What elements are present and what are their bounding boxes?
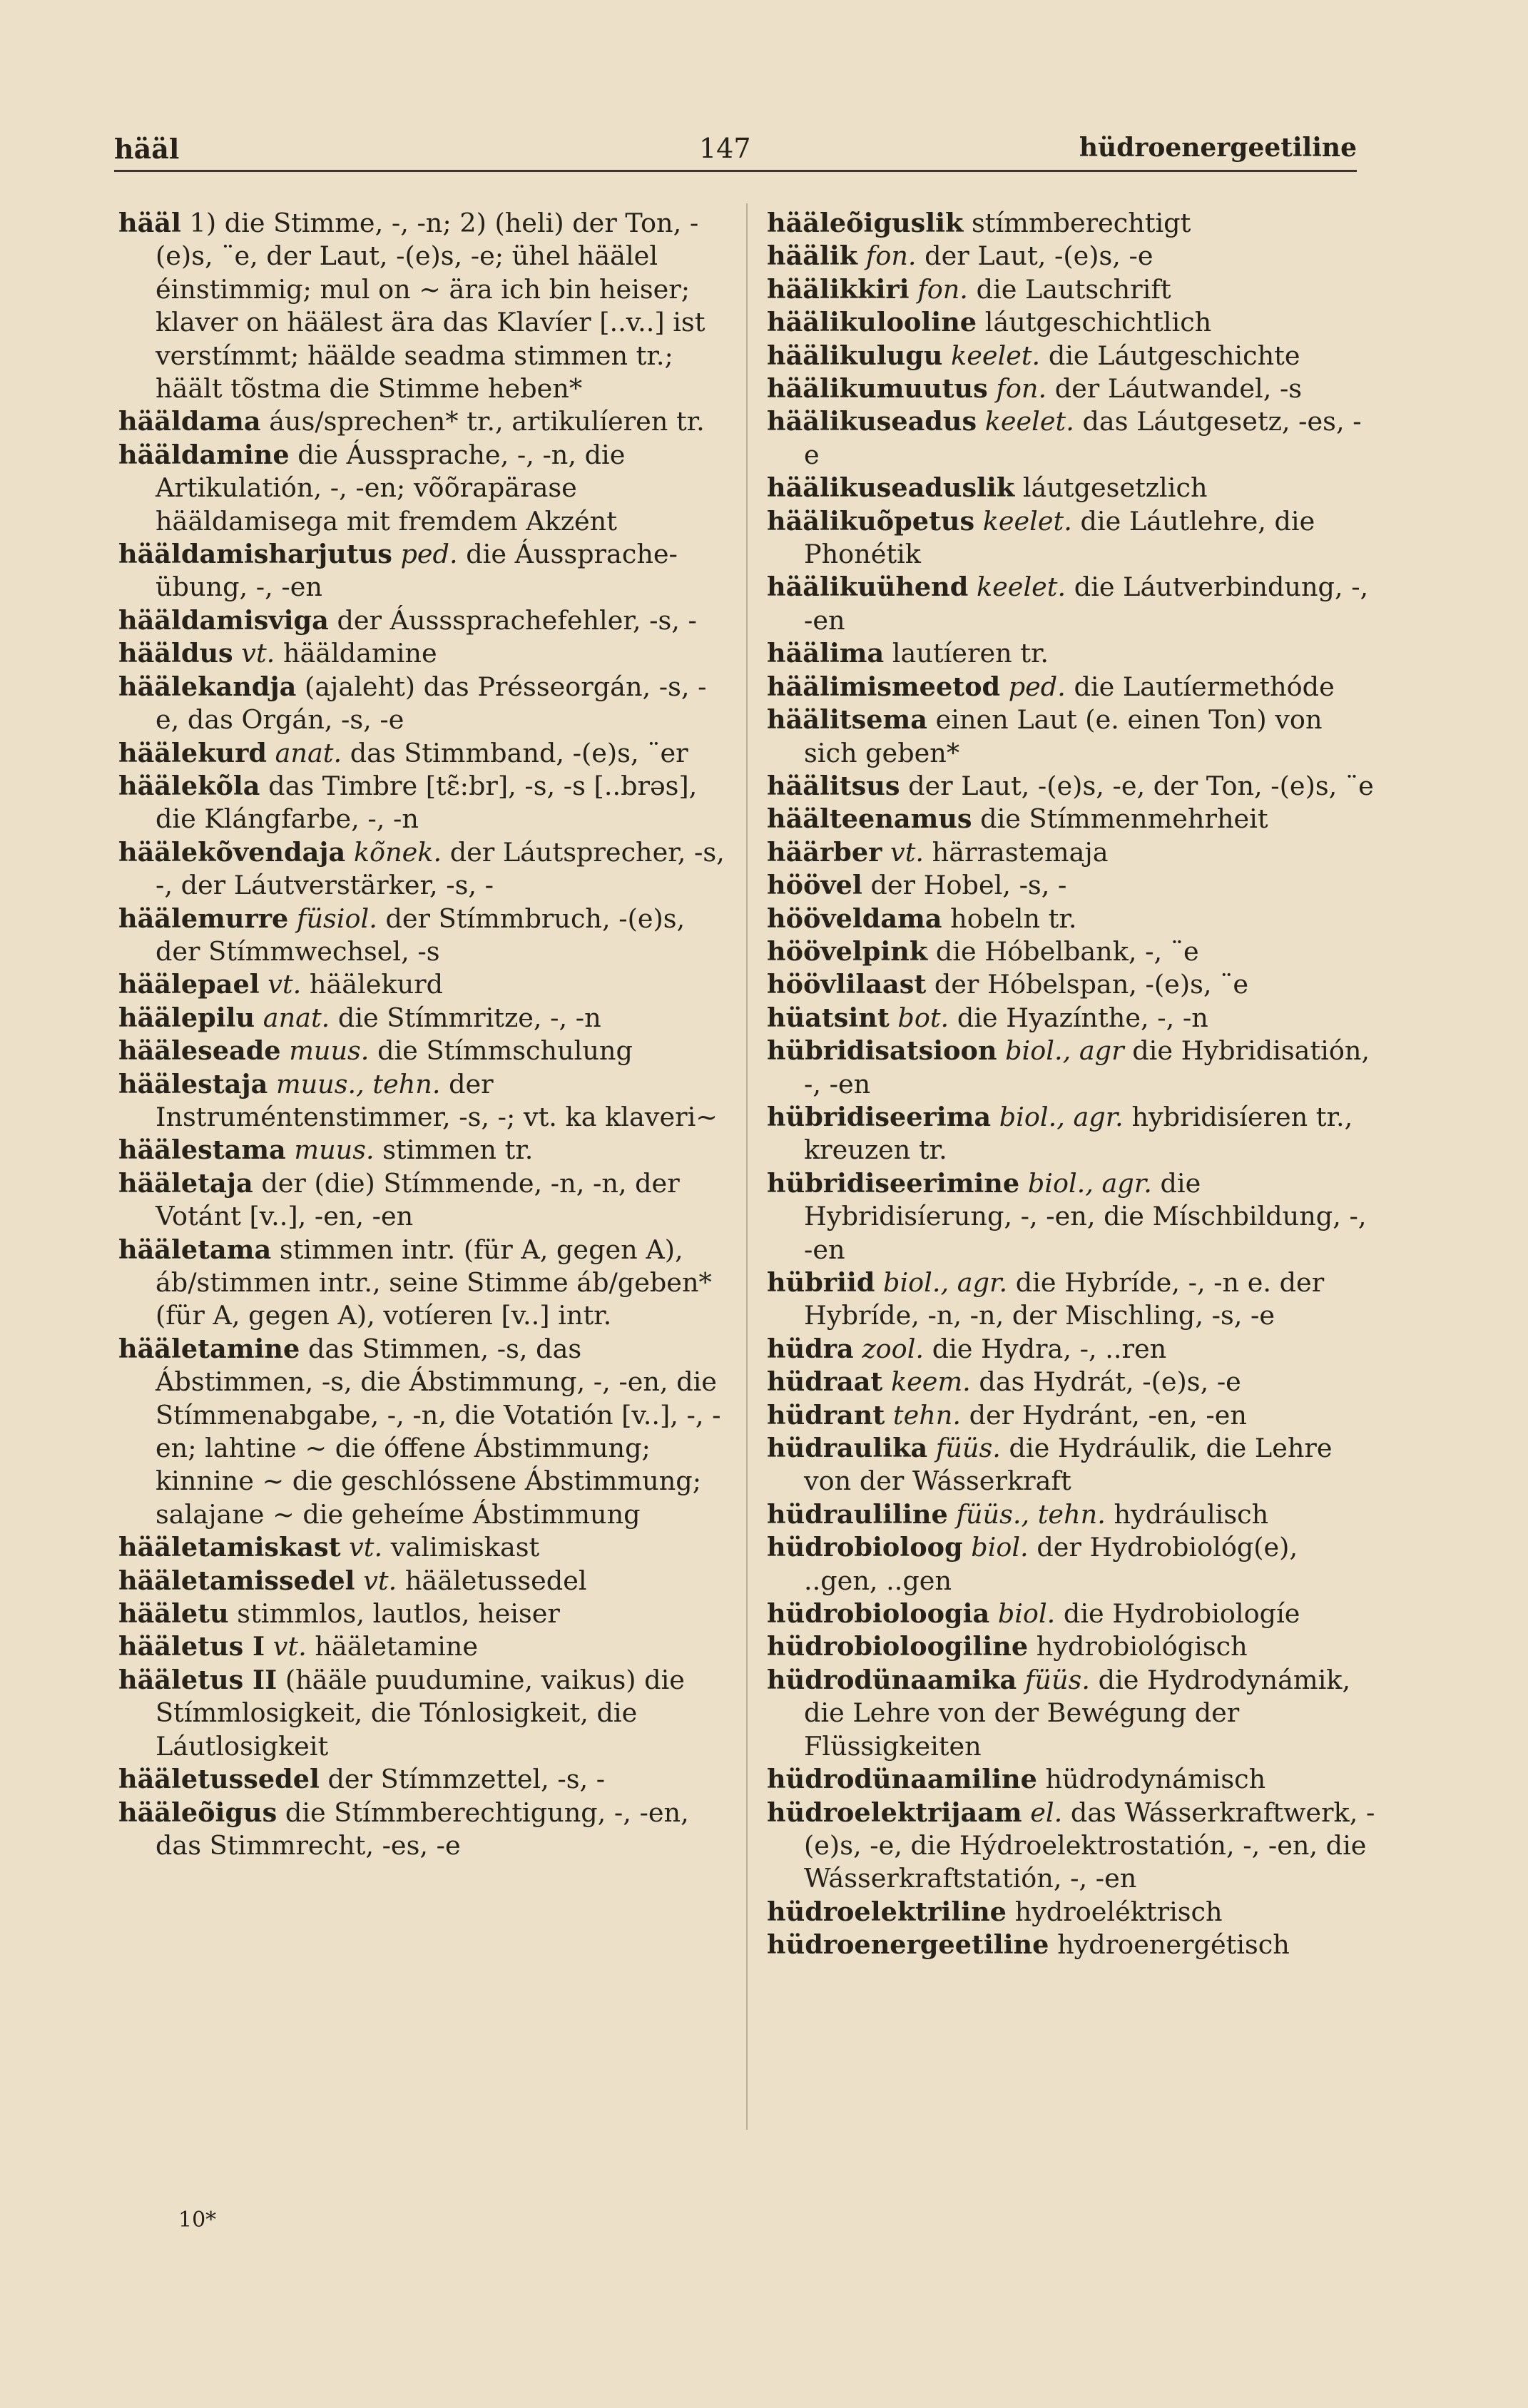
definition: hydrobiológisch	[1036, 1631, 1248, 1662]
headword: häälimismeetod	[767, 671, 1001, 702]
usage-label: keem.	[890, 1366, 971, 1398]
definition: der Laut, -(e)s, -e, der Ton, -(e)s, ¨e	[908, 770, 1374, 801]
definition: die Áussprache-übung, -, -en	[156, 539, 678, 603]
dictionary-entry	[767, 803, 1377, 835]
headword: häälepilu	[118, 1002, 255, 1033]
definition: valimiskast	[390, 1532, 540, 1563]
dictionary-entry	[767, 405, 1377, 472]
definition: die Stímmritze, -, -n	[337, 1002, 601, 1033]
definition: die Hyazínthe, -, -n	[957, 1002, 1208, 1033]
definition: die Hybridisatión, -, -en	[804, 1035, 1370, 1099]
dictionary-entry	[767, 703, 1377, 770]
dictionary-entry	[118, 1002, 728, 1035]
definition: der (die) Stímmende, -n, -n, der Votánt [v..], -en, -en	[156, 1167, 680, 1232]
headword: hüdroenergeetiline	[767, 1929, 1049, 1961]
usage-label: füüs., tehn.	[956, 1498, 1106, 1530]
usage-label: biol., agr	[1005, 1035, 1124, 1067]
headword: hüdroelektriline	[767, 1896, 1007, 1927]
definition: hydroenergétisch	[1057, 1929, 1290, 1961]
dictionary-entry	[767, 968, 1377, 1001]
usage-label: vt.	[241, 638, 275, 669]
dictionary-entry	[118, 737, 728, 770]
usage-label: vt.	[349, 1532, 383, 1563]
headword: häälikulooline	[767, 307, 977, 338]
dictionary-entry	[118, 770, 728, 836]
usage-label: tehn.	[892, 1399, 961, 1431]
definition: die Hybridisíerung, -, -en, die Míschbildung, -, -en	[804, 1167, 1367, 1265]
definition: stímmberechtigt	[972, 208, 1191, 238]
definition: (hääle puudumine, vaikus) die Stímmlosigkeit, die Tónlosigkeit, die Láutlosigkeit	[156, 1664, 685, 1762]
definition: hydráulisch	[1114, 1498, 1269, 1530]
headword: hääldamisharjutus	[118, 539, 392, 570]
headword: höövlilaast	[767, 969, 927, 1000]
headword: höövel	[767, 870, 862, 901]
headword: häälitsus	[767, 770, 900, 801]
dictionary-entry	[767, 1366, 1377, 1398]
left-column	[118, 207, 728, 1862]
headword: hääleseade	[118, 1035, 281, 1067]
headword: hüdrant	[767, 1399, 885, 1431]
definition: der Láutwandel, -s	[1054, 373, 1303, 405]
headword: hääldus	[118, 638, 233, 669]
definition: die Hóbelbank, -, ¨e	[935, 935, 1199, 967]
dictionary-entry	[767, 1035, 1377, 1101]
headword: hääletamine	[118, 1333, 300, 1364]
definition: hobeln tr.	[950, 903, 1077, 934]
dictionary-entry	[767, 836, 1377, 869]
dictionary-entry	[118, 1797, 728, 1863]
headword: häälestama	[118, 1134, 286, 1166]
definition: hääletussedel	[404, 1565, 587, 1596]
definition: die Hydrobiologíe	[1063, 1598, 1300, 1630]
headword: häälikumuutus	[767, 373, 988, 405]
dictionary-entry	[118, 1597, 728, 1630]
dictionary-entry	[767, 1630, 1377, 1663]
definition: das Hydrát, -(e)s, -e	[979, 1366, 1241, 1398]
usage-label: vt.	[890, 836, 925, 868]
dictionary-entry	[767, 935, 1377, 968]
definition: hääldamine	[282, 638, 437, 669]
dictionary-entry	[118, 1664, 728, 1763]
definition: der Hydrobiológ(e), ..gen, ..gen	[804, 1532, 1298, 1596]
dictionary-entry	[767, 1763, 1377, 1796]
usage-label: biol.	[997, 1598, 1056, 1630]
definition: das Wásserkraftwerk, -(e)s, -e, die Hýdroelektrostatión, -, -en, die Wásserkraftstatión, -, -en	[804, 1797, 1375, 1894]
definition: die Hybríde, -, -n e. der Hybríde, -n, -n, der Mischling, -s, -e	[804, 1267, 1325, 1331]
headword: häälekõla	[118, 770, 260, 801]
dictionary-entry	[767, 1002, 1377, 1035]
headword: hääletu	[118, 1598, 229, 1630]
signature-mark: 10*	[178, 2208, 217, 2232]
headword: häälekõvendaja	[118, 836, 346, 868]
headword: häälepael	[118, 969, 260, 1000]
usage-label: kõnek.	[353, 836, 442, 868]
usage-label: vt.	[268, 969, 302, 1000]
usage-label: anat.	[275, 737, 342, 768]
dictionary-entry	[767, 571, 1377, 637]
headword: hüdrodünaamika	[767, 1664, 1017, 1695]
dictionary-entry	[118, 207, 728, 405]
dictionary-entry	[767, 1531, 1377, 1597]
headword: hüdrobioloogiline	[767, 1631, 1029, 1662]
running-header	[114, 127, 1357, 172]
usage-label: keelet.	[951, 340, 1041, 371]
definition: áus/sprechen* tr., artikulíeren tr.	[269, 406, 705, 437]
dictionary-entry	[118, 1630, 728, 1663]
dictionary-entry	[767, 1266, 1377, 1333]
headword: hääletus II	[118, 1664, 277, 1695]
usage-label: el.	[1030, 1797, 1063, 1828]
headword: hüdra	[767, 1333, 854, 1364]
dictionary-entry	[767, 1498, 1377, 1531]
dictionary-entry	[118, 1333, 728, 1531]
dictionary-entry	[118, 1565, 728, 1597]
definition: der Stímmbruch, -(e)s, der Stímmwechsel, -s	[156, 903, 686, 967]
dictionary-entry	[767, 1167, 1377, 1266]
definition: 1) die Stimme, -, -n; 2) (heli) der Ton, -(e)s, ¨e, der Laut, -(e)s, -e; ühel häälel éinstimmig; mul on ~ ära ich bin heiser; klaver on häälest ära das Klavíer [..v..] ist verstímmt; häälde seadma stimmen tr.; häält tõstma die Stimme heben*	[156, 208, 706, 405]
headword: hübriid	[767, 1267, 875, 1298]
headword: hääletus I	[118, 1631, 265, 1662]
definition: der Stímmzettel, -s, -	[327, 1764, 606, 1795]
headword: hüdrodünaamiline	[767, 1764, 1037, 1795]
usage-label: vt.	[363, 1565, 397, 1596]
headword: hääletamissedel	[118, 1565, 355, 1596]
usage-label: füsiol.	[296, 903, 377, 934]
headword: häärber	[767, 836, 882, 868]
headword: häälikkiri	[767, 273, 910, 305]
definition: stimmlos, lautlos, heiser	[237, 1598, 560, 1630]
dictionary-entry	[118, 1167, 728, 1234]
dictionary-entry	[767, 240, 1377, 273]
dictionary-entry	[767, 770, 1377, 803]
definition: der Áusssprachefehler, -s, -	[337, 604, 697, 636]
usage-label: muus., tehn.	[275, 1068, 441, 1099]
definition: das Láutgesetz, -es, -e	[804, 406, 1362, 470]
definition: der Hobel, -s, -	[870, 870, 1067, 901]
dictionary-entry	[118, 405, 728, 438]
headword: häälitsema	[767, 704, 927, 736]
usage-label: vt.	[273, 1631, 307, 1662]
definition: die Lautíermethóde	[1074, 671, 1335, 702]
headword: häälikuseaduslik	[767, 472, 1015, 504]
column-divider	[746, 203, 748, 2130]
dictionary-entry	[767, 273, 1377, 306]
headword: hüdrobioloogia	[767, 1598, 990, 1630]
usage-label: ped.	[1008, 671, 1066, 702]
headword: häälestaja	[118, 1068, 268, 1099]
usage-label: muus.	[289, 1035, 370, 1067]
definition: stimmen intr. (für A, gegen A), áb/stimmen intr., seine Stimme áb/geben* (für A, gegen A), votíeren [v..] intr.	[156, 1234, 712, 1331]
dictionary-entry	[767, 1929, 1377, 1961]
definition: (ajaleht) das Présseorgán, -s, -e, das Orgán, -s, -e	[156, 671, 707, 736]
headword: häälekandja	[118, 671, 297, 702]
definition: die Láutverbindung, -, -en	[804, 571, 1369, 636]
dictionary-entry	[767, 1797, 1377, 1896]
dictionary-entry	[118, 538, 728, 604]
headword: hääletussedel	[118, 1764, 320, 1795]
dictionary-entry	[767, 207, 1377, 240]
dictionary-entry	[118, 671, 728, 737]
headword: hüdraulika	[767, 1433, 928, 1464]
definition: stimmen tr.	[382, 1134, 534, 1166]
headword: hübridiseerima	[767, 1101, 992, 1132]
definition: häälekurd	[309, 969, 444, 1000]
headword: hüdroelektrijaam	[767, 1797, 1022, 1828]
headword: häälikulugu	[767, 340, 943, 371]
definition: das Stimmband, -(e)s, ¨er	[350, 737, 688, 768]
dictionary-entry	[767, 869, 1377, 902]
usage-label: biol., agr.	[883, 1267, 1008, 1298]
headword: häälikuseadus	[767, 406, 977, 437]
definition: die Hydra, -, ..ren	[932, 1333, 1167, 1364]
dictionary-entry	[118, 1531, 728, 1564]
dictionary-entry	[767, 1896, 1377, 1929]
definition: der Hóbelspan, -(e)s, ¨e	[934, 969, 1249, 1000]
dictionary-entry	[118, 968, 728, 1001]
usage-label: anat.	[263, 1002, 330, 1033]
definition: hybridisíeren tr., kreuzen tr.	[804, 1101, 1353, 1166]
dictionary-entry	[118, 1763, 728, 1796]
definition: das Timbre [tɛ̃:br], -s, -s [..brəs], die Klángfarbe, -, -n	[156, 770, 698, 835]
usage-label: biol.	[971, 1532, 1029, 1563]
usage-label: keelet.	[982, 505, 1072, 537]
headword: hääleõigus	[118, 1797, 277, 1828]
headword: hääletamiskast	[118, 1532, 341, 1563]
headword: hübridiseerimine	[767, 1167, 1020, 1199]
usage-label: fon.	[865, 240, 917, 272]
left-guideword: hääl	[114, 133, 180, 165]
dictionary-entry	[767, 1664, 1377, 1763]
dictionary-entry	[767, 1432, 1377, 1498]
dictionary-entry	[767, 1597, 1377, 1630]
definition: hydroeléktrisch	[1014, 1896, 1223, 1927]
definition: die Stímmberechtigung, -, -en, das Stimmrecht, -es, -e	[156, 1797, 689, 1861]
dictionary-entry	[767, 1101, 1377, 1167]
definition: die Áussprache, -, -n, die Artikulatión, -, -en; võõrapärase hääldamisega mit fremdem Akzént	[156, 439, 626, 537]
usage-label: biol., agr.	[1027, 1167, 1152, 1199]
right-column	[767, 207, 1377, 1962]
definition: hääletamine	[315, 1631, 478, 1662]
dictionary-entry	[767, 1399, 1377, 1432]
dictionary-entry	[767, 637, 1377, 670]
definition: das Stimmen, -s, das Ábstimmen, -s, die Ábstimmung, -, -en, die Stímmenabgabe, -, -n, die Votatión [v..], -, -en; lahtine ~ die óffene Ábstimmung; kinnine ~ die geschlóssene Ábstimmung; salajane ~ die geheíme Ábstimmung	[156, 1333, 721, 1530]
headword: hääletaja	[118, 1167, 253, 1199]
headword: häälteenamus	[767, 803, 972, 835]
usage-label: zool.	[862, 1333, 925, 1364]
headword: hääldama	[118, 406, 261, 437]
headword: hööveldama	[767, 903, 942, 934]
headword: hääleõiguslik	[767, 208, 964, 238]
dictionary-entry	[767, 472, 1377, 504]
headword: hübridisatsioon	[767, 1035, 997, 1067]
right-guideword: hüdroenergeetiline	[1079, 133, 1357, 163]
dictionary-entry	[118, 836, 728, 903]
page-number: 147	[699, 133, 751, 164]
definition: der Láutsprecher, -s, -, der Láutverstärker, -s, -	[156, 836, 725, 901]
dictionary-entry	[118, 1134, 728, 1167]
headword: hüdraat	[767, 1366, 883, 1398]
dictionary-entry	[767, 1333, 1377, 1366]
definition: die Hydráulik, die Lehre von der Wásserkraft	[804, 1433, 1333, 1497]
dictionary-entry	[767, 306, 1377, 339]
dictionary-entry	[767, 372, 1377, 405]
usage-label: keelet.	[984, 406, 1074, 437]
definition: der Laut, -(e)s, -e	[925, 240, 1153, 272]
headword: hääldamine	[118, 439, 290, 470]
headword: häälima	[767, 638, 885, 669]
dictionary-entry	[118, 1068, 728, 1134]
dictionary-entry	[767, 340, 1377, 372]
usage-label: fon.	[917, 273, 968, 305]
definition: der Instruméntenstimmer, -s, -; vt. ka klaveri~	[156, 1068, 718, 1132]
headword: häälikuühend	[767, 571, 969, 603]
usage-label: muus.	[294, 1134, 375, 1166]
headword: hääletama	[118, 1234, 272, 1265]
usage-label: bot.	[897, 1002, 949, 1033]
dictionary-entry	[118, 637, 728, 670]
definition: härrastemaja	[932, 836, 1109, 868]
definition: die Stímmenmehrheit	[980, 803, 1268, 835]
definition: lautíeren tr.	[892, 638, 1049, 669]
headword: häälemurre	[118, 903, 289, 934]
usage-label: ped.	[400, 539, 458, 570]
definition: die Lautschrift	[976, 273, 1171, 305]
headword: hääldamisviga	[118, 604, 329, 636]
dictionary-entry	[118, 1234, 728, 1333]
usage-label: füüs.	[935, 1433, 1001, 1464]
dictionary-entry	[767, 671, 1377, 703]
definition: der Hydránt, -en, -en	[969, 1399, 1247, 1431]
definition: die Hydrodynámik, die Lehre von der Bewégung der Flüssigkeiten	[804, 1664, 1351, 1762]
headword: hüatsint	[767, 1002, 890, 1033]
dictionary-entry	[118, 1035, 728, 1067]
headword: hääl	[118, 208, 181, 238]
usage-label: füüs.	[1024, 1664, 1090, 1695]
definition: die Láutgeschichte	[1048, 340, 1300, 371]
headword: häälikuõpetus	[767, 505, 975, 537]
dictionary-entry	[118, 604, 728, 637]
usage-label: keelet.	[977, 571, 1066, 603]
definition: hüdrodynámisch	[1045, 1764, 1266, 1795]
usage-label: fon.	[996, 373, 1047, 405]
dictionary-entry	[118, 439, 728, 538]
definition: láutgeschichtlich	[984, 307, 1212, 338]
headword: häälik	[767, 240, 858, 272]
definition: einen Laut (e. einen Ton) von sich geben*	[804, 704, 1323, 768]
definition: die Láutlehre, die Phonétik	[804, 505, 1315, 570]
dictionary-entry	[118, 903, 728, 969]
dictionary-entry	[767, 505, 1377, 571]
headword: höövelpink	[767, 935, 928, 967]
headword: hüdrobioloog	[767, 1532, 963, 1563]
headword: hüdrauliline	[767, 1498, 948, 1530]
dictionary-entry	[767, 903, 1377, 935]
usage-label: biol., agr.	[999, 1101, 1124, 1132]
definition: die Stímmschulung	[377, 1035, 633, 1067]
definition: láutgesetzlich	[1022, 472, 1208, 504]
headword: häälekurd	[118, 737, 267, 768]
